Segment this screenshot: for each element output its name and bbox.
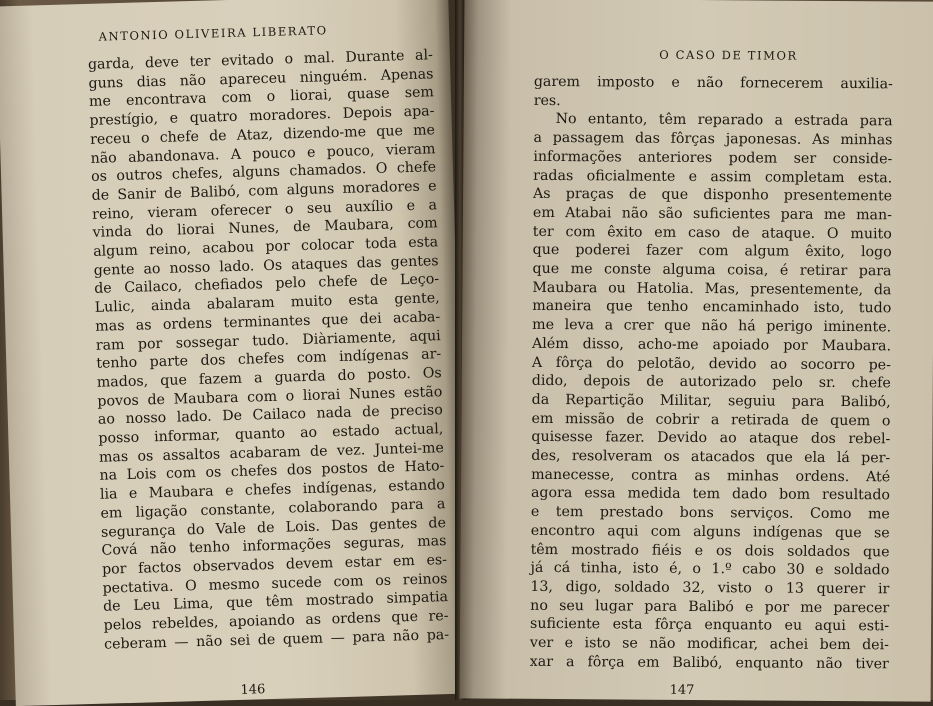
right-page xyxy=(460,0,933,702)
text-line: Lulic, ainda abalaram muito esta gente, xyxy=(94,290,440,316)
text-line: posso informar, quanto ao estado actual, xyxy=(98,421,444,447)
text-line: por factos observados devem estar em es- xyxy=(101,552,448,578)
text-line: mas os assaltos acabaram de vez. Juntei-me xyxy=(98,439,445,466)
text-line: pelos rebeldes, apoiando as ordens que re- xyxy=(103,608,449,634)
right-page-number: 147 xyxy=(669,682,695,698)
right-body-text xyxy=(530,73,893,674)
text-line: ter com êxito em caso de ataque. O muito xyxy=(532,223,892,242)
text-line: povos de Maubara com o liorai Nunes estão xyxy=(97,383,443,410)
text-line: Maubara ou Hatolia. Mas, presentemente, da xyxy=(532,279,892,299)
text-line: me leva a crer que não há perigo iminente. xyxy=(532,316,892,336)
text-line: As praças de que disponho presentemente xyxy=(533,186,893,205)
text-line: No entanto, têm reparado a estrada para xyxy=(555,111,893,130)
text-line: tenho parte dos chefes com indígenas ar- xyxy=(96,346,442,373)
text-line: gente ao nosso lado. Os ataques das gentes xyxy=(93,252,439,279)
text-line: Além disso, acho-me apoiado por Maubara. xyxy=(531,335,892,355)
text-line: vinda do liorai Nunes, de Maubara, com xyxy=(92,215,438,242)
text-line: da Repartição Militar, seguiu para Balibó, xyxy=(531,391,891,411)
text-line: lia e Maubara e chefes indígenas, estando xyxy=(99,477,446,503)
text-line: dido, depois de autorizado pelo sr. chefe xyxy=(531,373,891,392)
text-line: me encontrava com o liorai, quase sem xyxy=(88,84,435,111)
text-line: A fôrça do pelotão, devido ao socorro pe- xyxy=(531,354,891,373)
text-line: os outros chefes, alguns chamados. O chefe xyxy=(90,159,437,186)
text-line: guns dias não apareceu ninguém. Apenas xyxy=(88,65,434,92)
text-line: segurança do Vale de Lois. Das gentes de xyxy=(100,514,447,541)
text-line: prestígio, e quatro moradores. Depois apa- xyxy=(89,103,435,129)
text-line: ceberam — não sei de quem — para não pa- xyxy=(103,626,450,653)
text-line: no seu lugar para Balibó e por me parecer xyxy=(530,597,890,617)
text-line: que me conste alguma coisa, é retirar para xyxy=(532,260,892,280)
text-line: em missão de cobrir a retirada de quem o xyxy=(531,410,891,430)
text-line: garem imposto e não fornecerem auxilia- xyxy=(533,73,893,93)
text-line: manecesse, contra as minhas ordens. Até xyxy=(531,466,891,486)
text-line: na Lois com os chefes dos postos de Hato- xyxy=(99,458,445,485)
text-line: mas as ordens terminantes que dei acaba- xyxy=(95,309,441,335)
text-line: e tem prestado bons serviços. Como me xyxy=(530,504,890,523)
text-line: têm mostrado fiéis e os dois soldados que xyxy=(530,541,890,560)
text-line: receu o chefe de Ataz, dizendo-me que me xyxy=(89,122,436,148)
text-line: que poderei fazer com algum êxito, logo xyxy=(532,242,892,261)
text-line: maneira que tenho encaminhado isto, tudo xyxy=(532,298,892,317)
text-line: res. xyxy=(533,92,561,109)
text-line: de Cailaco, chefiados pelo chefe de Leço- xyxy=(94,271,440,298)
text-line: reino, vieram oferecer o seu auxílio e a xyxy=(91,196,438,223)
text-line: xar a fôrça em Balibó, enquanto não tiver xyxy=(529,653,889,673)
text-line: algum reino, acabou por colocar toda esta xyxy=(92,234,439,260)
text-line: suficiente esta fôrça enquanto eu aqui esti- xyxy=(530,616,890,635)
text-line: de Sanir de Balibó, com alguns moradores e xyxy=(91,178,437,204)
right-running-head: O CASO DE TIMOR xyxy=(659,47,798,63)
text-line: encontro aqui com alguns indígenas que se xyxy=(530,522,890,542)
text-line: ver e isto se não modificar, achei bem dei- xyxy=(529,634,889,654)
text-line: quisesse fazer. Devido ao ataque dos rebel- xyxy=(531,429,891,448)
text-line: em ligação constante, colaborando para a xyxy=(100,495,446,522)
text-line: ram por sossegar tudo. Diàriamente, aqui xyxy=(95,327,441,354)
left-page-number: 146 xyxy=(240,682,266,698)
text-line: informações anteriores podem ser conside- xyxy=(533,148,893,168)
text-line: de Leu Lima, que têm mostrado simpatia xyxy=(102,589,449,616)
text-line: radas oficialmente e assim completam esta. xyxy=(533,167,893,186)
text-line: garda, deve ter evitado o mal. Durante al- xyxy=(87,47,434,73)
text-line: a passagem das fôrças japonesas. As minhas xyxy=(533,129,893,149)
left-running-head: ANTONIO OLIVEIRA LIBERATO xyxy=(98,23,328,44)
text-line: não abandonava. A pouco e pouco, vieram xyxy=(90,140,436,167)
text-line: mados, que fazem a guarda do posto. Os xyxy=(96,365,442,391)
text-line: em Atabai não são suficientes para me man- xyxy=(532,204,893,224)
text-line: Cová não tenho informações seguras, mas xyxy=(101,533,447,559)
text-line: agora essa medida tem dado bom resultado xyxy=(530,485,891,504)
text-line: já cá tinha, isto é, o 1.º cabo 30 e soldado xyxy=(530,560,890,579)
text-line: des, resolveram os atacados que ela lá per- xyxy=(531,447,891,467)
text-line: ao nosso lado. De Cailaco nada de preciso xyxy=(97,402,443,429)
text-line: pectativa. O mesmo sucede com os reinos xyxy=(102,570,448,597)
left-body-text xyxy=(88,46,450,654)
text-line: 13, digo, soldado 32, visto o 13 querer ir xyxy=(530,578,890,598)
